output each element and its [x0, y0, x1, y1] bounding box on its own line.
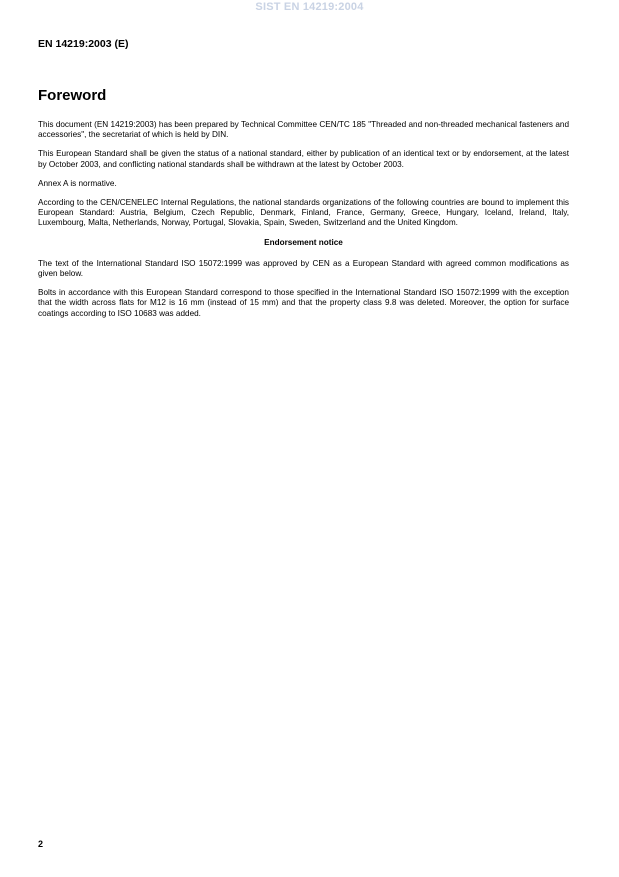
- paragraph: Bolts in accordance with this European Standard correspond to those specified in the International Standard ISO 15072:1999 with the exception that the width across flats for M12 is 16 mm (instead of 15 mm) and that the property class 9.8 was deleted. Moreover, the option for surface coatings according to ISO 10683 was added.: [38, 288, 569, 318]
- document-id: EN 14219:2003 (E): [38, 38, 129, 50]
- paragraph: This European Standard shall be given the status of a national standard, either by publication of an identical text or by endorsement, at the latest by October 2003, and conflicting national standards shall be withdrawn at the latest by October 2003.: [38, 149, 569, 169]
- paragraph: The text of the International Standard ISO 15072:1999 was approved by CEN as a European Standard with agreed common modifications as given below.: [38, 258, 569, 279]
- paragraph: Annex A is normative.: [38, 178, 117, 188]
- paragraph: According to the CEN/CENELEC Internal Regulations, the national standards organizations of the following countries are bound to implement this European Standard: Austria, Belgium, Czech Republic, Denmark, Finland, France, Germany, Greece, Hungary, Iceland, Ireland, Italy, Luxembourg, Malta, Netherlands, Norway, Portugal, Slovakia, Spain, Sweden, Switzerland and the United Kingdom.: [38, 198, 569, 228]
- watermark: SIST EN 14219:2004: [255, 1, 364, 13]
- body-text: [38, 120, 569, 328]
- page-number: 2: [38, 839, 44, 849]
- subsection-title: Endorsement notice: [264, 237, 343, 247]
- section-title: Foreword: [38, 87, 107, 104]
- paragraph: This document (EN 14219:2003) has been prepared by Technical Committee CEN/TC 185 "Threaded and non-threaded mechanical fasteners and accessories", the secretariat of which is held by DIN.: [38, 120, 569, 140]
